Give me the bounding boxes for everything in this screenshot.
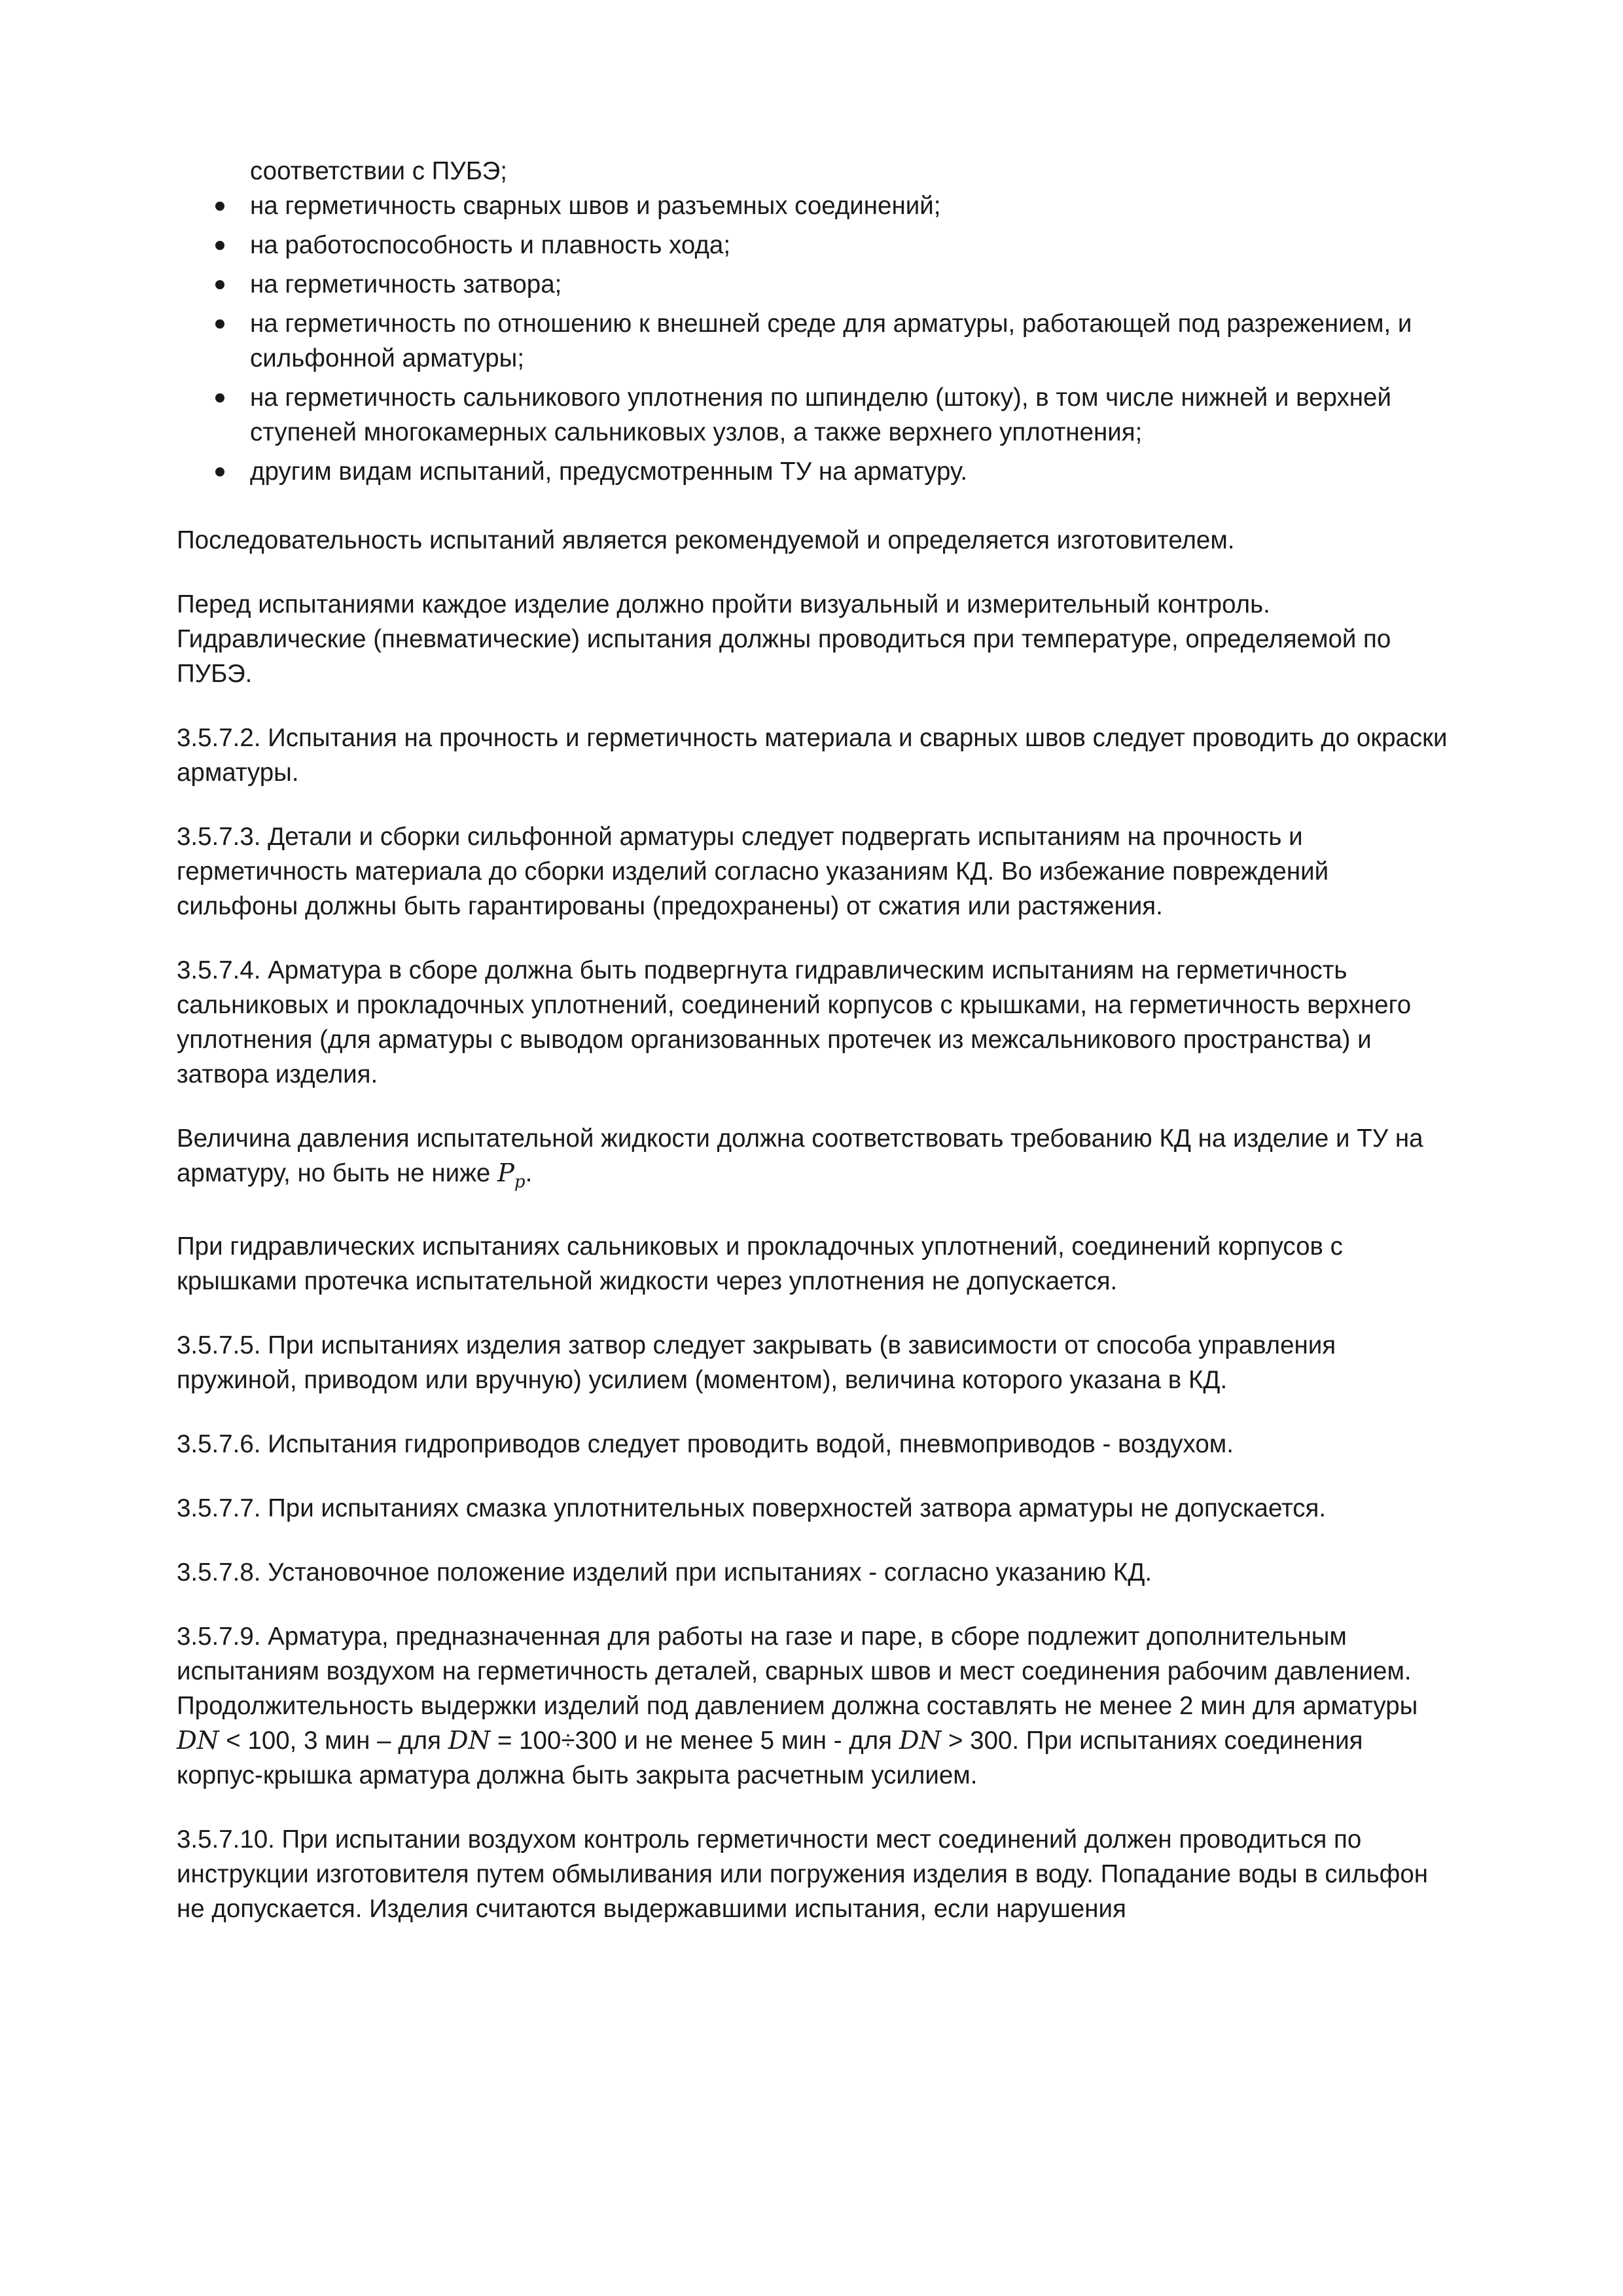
bullet-icon [215, 241, 224, 250]
pressure-symbol-letter: P [497, 1158, 514, 1188]
bullet-icon [215, 393, 224, 403]
paragraph-3-5-7-8: 3.5.7.8. Установочное положение изделий при испытаниях - согласно указанию КД. [177, 1558, 1152, 1587]
test-types-list [177, 188, 1450, 489]
text-segment: < 100, 3 мин – для [219, 1727, 448, 1755]
list-item-text: на герметичность затвора; [250, 270, 562, 298]
list-item [177, 228, 1450, 262]
paragraph-3-5-7-7: 3.5.7.7. При испытаниях смазка уплотнительных поверхностей затвора арматуры не допускается. [177, 1494, 1327, 1522]
paragraph-3-5-7-4: 3.5.7.4. Арматура в сборе должна быть подвергнута гидравлическим испытаниям на герметичность сальниковых и прокладочных уплотнений, соединений корпусов с крышками, на герметичность верхнего уплотнения (для арматуры с выводом организованных протечек из межсальникового пространства) и затвора изделия. [177, 956, 1412, 1088]
paragraph-before-tests: Перед испытаниями каждое изделие должно пройти визуальный и измерительный контроль. Гидравлические (пневматические) испытания должны проводиться при температуре, определяемой по ПУБЭ. [177, 590, 1391, 688]
dn-symbol: DN [448, 1726, 491, 1755]
paragraph-test-pressure [177, 1121, 1450, 1200]
list-item [177, 454, 1450, 489]
paragraph-3-5-7-2: 3.5.7.2. Испытания на прочность и герметичность материала и сварных швов следует проводить до окраски арматуры. [177, 724, 1448, 787]
list-item-text: на герметичность сальникового уплотнения по шпинделю (штоку), в том числе нижней и верхней ступеней многокамерных сальниковых узлов, а также верхнего уплотнения; [250, 384, 1391, 446]
dn-symbol: DN [899, 1726, 942, 1755]
pressure-symbol-subscript: p [514, 1172, 526, 1192]
list-item [177, 267, 1450, 302]
bullet-icon [215, 467, 224, 476]
pressure-text: Величина давления испытательной жидкости должна соответствовать требованию КД на изделие и ТУ на арматуру, но быть не ниже [177, 1124, 1423, 1187]
dn-symbol: DN [177, 1726, 219, 1755]
list-continuation-line: соответствии с ПУБЭ; [250, 157, 507, 185]
pressure-text-end: . [525, 1159, 533, 1187]
paragraph-3-5-7-9 [177, 1619, 1450, 1793]
bullet-icon [215, 202, 224, 211]
text-segment: 3.5.7.9. Арматура, предназначенная для работы на газе и паре, в сборе подлежит дополнительным испытаниям воздухом на герметичность деталей, сварных швов и мест соединения рабочим давлением. Продолжительность выдержки изделий под давлением должна составлять не менее 2 мин для арматуры [177, 1623, 1418, 1720]
text-segment: > 300. При испытаниях соединения корпус-крышка арматура должна быть закрыта расчетным усилием. [177, 1727, 1363, 1789]
list-item-text: на работоспособность и плавность хода; [250, 231, 731, 259]
paragraph-3-5-7-5: 3.5.7.5. При испытаниях изделия затвор следует закрывать (в зависимости от способа управления пружиной, приводом или вручную) усилием (моментом), величина которого указана в КД. [177, 1331, 1336, 1394]
paragraph-hydraulic-leak: При гидравлических испытаниях сальниковых и прокладочных уплотнений, соединений корпусов с крышками протечка испытательной жидкости через уплотнения не допускается. [177, 1232, 1343, 1295]
pressure-symbol [497, 1158, 526, 1192]
text-segment: = 100÷300 и не менее 5 мин - для [490, 1727, 899, 1755]
list-item [177, 188, 1450, 223]
paragraph-sequence: Последовательность испытаний является рекомендуемой и определяется изготовителем. [177, 526, 1235, 554]
list-item-text: другим видам испытаний, предусмотренным ТУ на арматуру. [250, 457, 968, 486]
paragraph-3-5-7-3: 3.5.7.3. Детали и сборки сильфонной арматуры следует подвергать испытаниям на прочность и герметичность материала до сборки изделий согласно указаниям КД. Во избежание повреждений сильфоны должны быть гарантированы (предохранены) от сжатия или растяжения. [177, 823, 1329, 920]
list-item-text: на герметичность по отношению к внешней среде для арматуры, работающей под разрежением, и сильфонной арматуры; [250, 310, 1412, 372]
list-item-text: на герметичность сварных швов и разъемных соединений; [250, 192, 941, 220]
document-body [177, 154, 1450, 1926]
paragraph-3-5-7-10: 3.5.7.10. При испытании воздухом контроль герметичности мест соединений должен проводиться по инструкции изготовителя путем обмыливания или погружения изделия в воду. Попадание воды в сильфон не допускается. Изделия считаются выдержавшими испытания, если нарушения [177, 1825, 1428, 1923]
list-item [177, 380, 1450, 450]
list-item [177, 306, 1450, 376]
bullet-icon [215, 319, 224, 329]
paragraph-3-5-7-6: 3.5.7.6. Испытания гидроприводов следует проводить водой, пневмоприводов - воздухом. [177, 1430, 1234, 1458]
bullet-icon [215, 280, 224, 289]
